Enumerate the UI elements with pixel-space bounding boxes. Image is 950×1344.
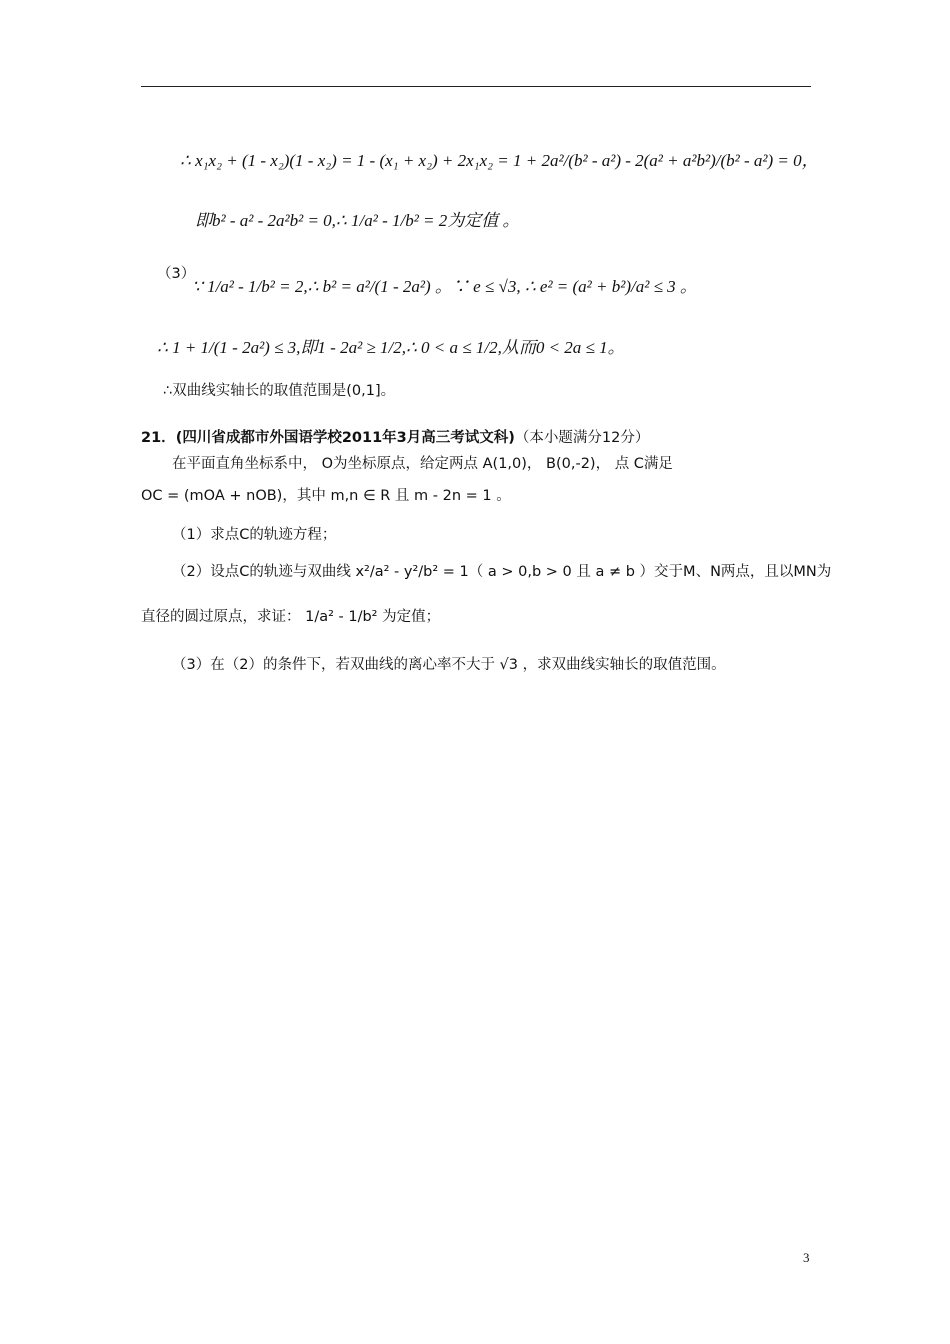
problem-source: (四川省成都市外国语学校2011年3月高三考试文科) xyxy=(175,430,515,446)
question-3: （3）在（2）的条件下，若双曲线的离心率不大于 √3 ，求双曲线实轴长的取值范围。 xyxy=(172,657,726,673)
question-2b: 直径的圆过原点，求证： 1/a² - 1/b² 为定值； xyxy=(141,609,441,625)
problem-stem-1: 在平面直角坐标系中， O为坐标原点，给定两点 A(1,0)， B(0,-2)， 点 C满足 xyxy=(172,456,673,472)
problem-number: 21． xyxy=(141,430,176,446)
solution-line-3: ∵ 1/a² - 1/b² = 2,∴ b² = a²/(1 - 2a²) 。∵ e ≤ √3, ∴ e² = (a² + b²)/a² ≤ 3 。 xyxy=(192,277,697,296)
problem-score: （本小题满分12分） xyxy=(514,430,650,446)
question-2a: （2）设点C的轨迹与双曲线 x²/a² - y²/b² = 1（ a > 0,b > 0 且 a ≠ b ）交于M、N两点，且以MN为 xyxy=(172,564,832,580)
problem-header xyxy=(141,427,649,449)
problem-stem-2: OC = (mOA + nOB)，其中 m,n ∈ R 且 m - 2n = 1 。 xyxy=(141,488,511,504)
solution-line-2: 即b² - a² - 2a²b² = 0,∴ 1/a² - 1/b² = 2为定值 。 xyxy=(195,211,520,230)
solution-part3-label: （3） xyxy=(157,266,196,282)
question-1: （1）求点C的轨迹方程； xyxy=(172,527,337,543)
solution-line-4: ∴ 1 + 1/(1 - 2a²) ≤ 3,即1 - 2a² ≥ 1/2,∴ 0 < a ≤ 1/2,从而0 < 2a ≤ 1。 xyxy=(157,338,625,357)
header-rule xyxy=(141,86,811,87)
solution-line-1: ∴ x₁x₂ + (1 - x₂)(1 - x₂) = 1 - (x₁ + x₂) + 2x₁x₂ = 1 + 2a²/(b² - a²) - 2(a² + a²b²)/(b² - a²) = 0， xyxy=(180,151,819,170)
solution-line-5: ∴双曲线实轴长的取值范围是(0,1]。 xyxy=(163,383,396,399)
page-number: 3 xyxy=(803,1250,810,1265)
